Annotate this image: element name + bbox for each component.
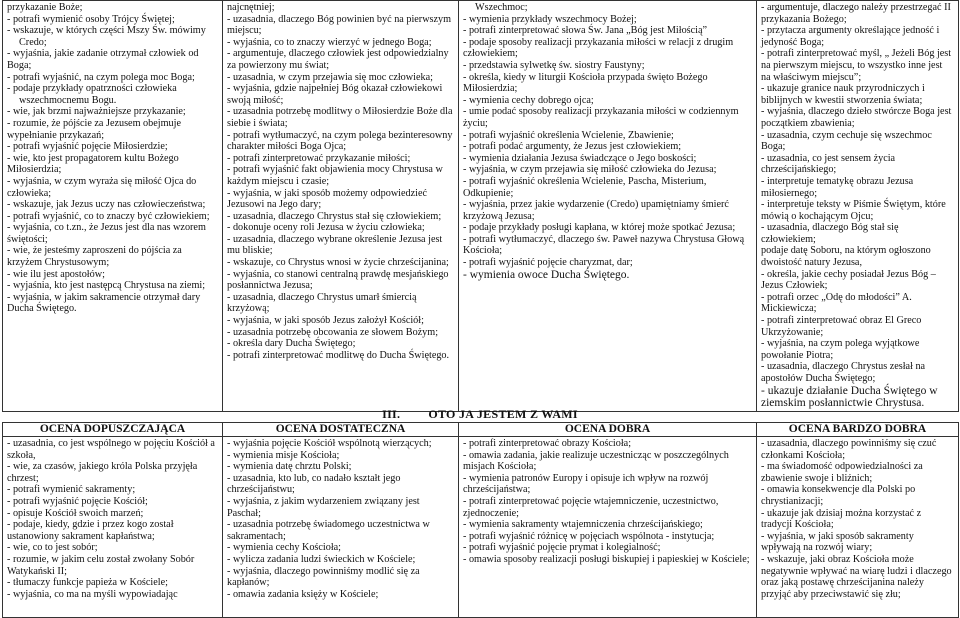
criterion-line: - wyjaśnia, kto jest następcą Chrystusa na ziemi; xyxy=(7,280,206,292)
criterion-line: - interpretuje teksty w Piśmie Świętym, które mówią o kochającym Ojcu; xyxy=(761,199,946,222)
criterion-line: - wyjaśnia, w jaki sposób Jezus założył Kościół; xyxy=(227,315,424,327)
criterion-line: - wyjaśnia, dlaczego powinniśmy modlić się za kapłanów; xyxy=(227,565,420,589)
grade-criteria-table xyxy=(2,422,959,618)
criterion-line: - ukazuje jak dzisiaj można korzystać z tradycji Kościoła; xyxy=(761,507,922,531)
criterion-line: - potrafi zinterpretować obrazy Kościoła; xyxy=(463,438,632,449)
criterion-line: - wymienia cechy Kościoła; xyxy=(227,542,342,554)
criterion-line: - wskazuje, w których części Mszy Św. mówimy xyxy=(7,25,206,37)
criterion-line: - uzasadnia, co jest wspólnego w pojęciu Kościół a szkoła, xyxy=(7,438,215,461)
criterion-line: wszechmocnemu Bogu. xyxy=(19,94,117,106)
criterion-line: - uzasadnia, w czym przejawia się moc człowieka; xyxy=(227,71,433,83)
criterion-line: - uzasadnia potrzebę świadomego uczestnictwa w sakramentach; xyxy=(227,519,430,542)
criterion-line: - podaje sposoby realizacji przykazania miłości w relacji z drugim człowiekiem; xyxy=(463,36,734,60)
grade-header-dostateczna: OCENA DOSTATECZNA xyxy=(223,423,459,437)
criterion-line: - potrafi wyjaśnić określenia Wcielenie, Pascha, Misterium, Odkupienie; xyxy=(463,175,707,199)
section-number: III. xyxy=(382,407,401,421)
criterion-line: - ukazuje działanie Ducha Świętego w ziemskim posłannictwie Chrystusa. xyxy=(761,384,938,410)
criterion-line: - wyjaśnia, z jakim wydarzeniem związany jest Paschał; xyxy=(227,495,420,519)
top-col-4 xyxy=(757,1,959,412)
criterion-line: - potrafi wyjaśnić pojęcie Miłosierdzie; xyxy=(7,141,168,153)
section-heading xyxy=(0,408,960,421)
criterion-line: - potrafi wyjaśnić różnicę w pojęciach wspólnota - instytucja; xyxy=(463,530,715,542)
criterion-line: - uzasadnia, dlaczego Bóg powinien być na pierwszym miejscu; xyxy=(227,13,452,37)
criterion-line: - określa dary Ducha Świętego; xyxy=(227,338,356,350)
section-title: OTO JA JESTEM Z WAMI xyxy=(428,407,578,421)
criterion-line: - podaje przykłady posługi kapłana, w której może spotkać Jezusa; xyxy=(463,222,736,234)
criterion-line: - wie, że jesteśmy zaproszeni do pójścia za krzyżem Chrystusowym; xyxy=(7,245,182,269)
criterion-line: - argumentuje, dlaczego człowiek jest odpowiedzialny za powierzony mu świat; xyxy=(227,48,449,71)
criterion-line: - omawia sposoby realizacji posługi biskupiej i papieskiej w Kościele; xyxy=(463,553,750,565)
criterion-line: - wyjaśnia, w jakim sakramencie otrzymał dary Ducha Świętego. xyxy=(7,291,201,315)
criterion-line: - wie, kto jest propagatorem kultu Bożego Miłosierdzia; xyxy=(7,152,179,176)
criterion-line: - tłumaczy funkcje papieża w Kościele; xyxy=(7,577,168,589)
criterion-line: - ma świadomość odpowiedzialności za zbawienie swoje i bliźnich; xyxy=(761,461,923,484)
criterion-line: - potrafi podać argumenty, że Jezus jest człowiekiem; xyxy=(463,141,682,153)
criterion-line: - potrafi zinterpretować modlitwę do Ducha Świętego. xyxy=(227,349,450,361)
grade-header-bardzo-dobra: OCENA BARDZO DOBRA xyxy=(757,423,959,437)
criterion-line: - przedstawia sylwetkę św. siostry Faustyny; xyxy=(463,59,645,71)
criterion-line: przykazanie Boże; xyxy=(7,2,83,13)
criterion-line: - wymienia patronów Europy i opisuje ich wpływ na rozwój chrześcijaństwa; xyxy=(463,472,709,496)
criterion-line: - potrafi wytłumaczyć, dlaczego św. Paweł nazywa Chrystusa Głową Kościoła; xyxy=(463,233,745,257)
criterion-line: - uzasadnia potrzebę obcowania ze słowem Bożym; xyxy=(227,326,439,338)
criterion-line: - wie, za czasów, jakiego króla Polska przyjęła chrzest; xyxy=(7,461,198,484)
bottom-col-3 xyxy=(459,437,757,618)
criterion-line: - wyjaśnia, przez jakie wydarzenie (Credo) upamiętniamy śmierć krzyżową Jezusa; xyxy=(463,199,729,222)
criterion-line: - wie ilu jest apostołów; xyxy=(7,268,105,280)
criterion-line: - podaje, kiedy, gdzie i przez kogo został ustanowiony sakrament kapłaństwa; xyxy=(7,519,174,542)
criterion-line: - wymienia datę chrztu Polski; xyxy=(227,461,352,473)
criterion-line: - uzasadnia, dlaczego Chrystus stał się człowiekiem; xyxy=(227,210,442,222)
criterion-line: - uzasadnia, dlaczego Chrystus zesłał na apostołów Ducha Świętego; xyxy=(761,361,926,384)
criterion-line: - wyjaśnia, co stanowi centralną prawdę mesjańskiego posłannictwa Jezusa; xyxy=(227,268,449,292)
criterion-line: - uzasadnia, dlaczego Bóg stał się człowiekiem; xyxy=(761,222,899,245)
criterion-line: - potrafi wyjaśnić pojęcie charyzmat, dar; xyxy=(463,257,633,269)
criterion-line: - ukazuje granice nauk przyrodniczych i biblijnych w kwestii stworzenia świata; xyxy=(761,83,925,106)
criterion-line: - podaje przykłady opatrzności człowieka xyxy=(7,83,177,95)
criterion-line: - wyjaśnia, na czym polega wyjątkowe powołanie Piotra; xyxy=(761,338,920,361)
criterion-line: - opisuje Kościół swoich marzeń; xyxy=(7,507,144,519)
top-col-3 xyxy=(459,1,757,412)
criterion-line: - wyjaśnia pojęcie Kościół wspólnotą wierzących; xyxy=(227,438,432,449)
criterion-line: - omawia zadania, jakie realizuje uczestnicząc w poszczególnych misjach Kościoła; xyxy=(463,449,729,473)
criterion-line: - potrafi wyjaśnić, co to znaczy być człowiekiem; xyxy=(7,210,210,222)
criterion-line: - określa, jakie cechy posiadał Jezus Bóg – Jezus Człowiek; xyxy=(761,268,936,292)
criterion-line: - wskazuje, co Chrystus wnosi w życie chrześcijanina; xyxy=(227,257,449,269)
criterion-line: - wymienia działania Jezusa świadczące o Jego boskości; xyxy=(463,152,697,164)
criterion-line: - potrafi zinterpretować przykazanie miłości; xyxy=(227,152,411,164)
criterion-line: - wskazuje, jaki obraz Kościoła może negatywnie wpływać na wiarę ludzi i dlaczego oraz jaką postawę chrześcijanina należy przyjąć aby przeciwstawić się złu; xyxy=(761,553,952,600)
criterion-line: - potrafi zinterpretować myśl, „ Jeżeli Bóg jest na pierwszym miejscu, to wszystko inne jest na właściwym miejscu”; xyxy=(761,48,952,83)
criterion-line: - argumentuje, dlaczego należy przestrzegać II przykazania Bożego; xyxy=(761,2,951,25)
criterion-line: - potrafi zinterpretować pojęcie wtajemniczenie, uczestnictwo, zjednoczenie; xyxy=(463,495,719,519)
criterion-line: - potrafi wymienić osoby Trójcy Świętej; xyxy=(7,13,175,25)
bottom-col-4 xyxy=(757,437,959,618)
criterion-line: najcnętniej; xyxy=(227,2,275,13)
criterion-line: - wyjaśnia, w czym przejawia się miłość człowieka do Jezusa; xyxy=(463,164,717,176)
criterion-line: - uzasadnia, dlaczego Chrystus umarł śmiercią krzyżową; xyxy=(227,291,417,315)
criterion-line: - dokonuje oceny roli Jezusa w życiu człowieka; xyxy=(227,222,425,234)
criterion-line: - potrafi zinterpretować słowa Św. Jana „Bóg jest Miłością” xyxy=(463,25,708,37)
criterion-line: - potrafi wytłumaczyć, na czym polega bezinteresowny charakter miłości Boga Ojca; xyxy=(227,129,453,153)
criterion-line: - wyjaśnia, dlaczego dzieło stwórcze Boga jest początkiem zbawienia; xyxy=(761,106,952,129)
criterion-line: - interpretuje tematykę obrazu Jezusa miłosiernego; xyxy=(761,175,914,199)
criterion-line: - rozumie, w jakim celu został zwołany Sobór Watykański II; xyxy=(7,553,195,577)
criterion-line: - potrafi orzec „Odę do młodości” A. Mickiewicza; xyxy=(761,291,912,315)
criterion-line: Wszechmoc; xyxy=(475,2,528,13)
criterion-line: - uzasadnia, dlaczego powinniśmy się czuć członkami Kościoła; xyxy=(761,438,937,461)
criterion-line: - umie podać sposoby realizacji przykazania miłości w codziennym życiu; xyxy=(463,106,739,129)
criterion-line: - wyjaśnia, co ma na myśli wypowiadając xyxy=(7,588,178,600)
criterion-line: - potrafi wyjaśnić, na czym polega moc Boga; xyxy=(7,71,195,83)
criterion-line: - potrafi wyjaśnić pojęcie Kościół; xyxy=(7,495,148,507)
grade-header-dopuszczajaca: OCENA DOPUSZCZAJĄCA xyxy=(3,423,223,437)
criterion-line: - wymienia owoce Ducha Świętego. xyxy=(463,268,630,281)
criterion-line: - wyjaśnia, w jaki sposób możemy odpowiedzieć Jezusowi na Jego dary; xyxy=(227,187,428,211)
criterion-line: Credo; xyxy=(19,36,47,48)
criterion-line: - określa, kiedy w liturgii Kościoła przypada święto Bożego Miłosierdzia; xyxy=(463,71,708,95)
grade-header-dobra: OCENA DOBRA xyxy=(459,423,757,437)
criterion-line: - wyjaśnia, gdzie najpełniej Bóg okazał człowiekowi swoją miłość; xyxy=(227,83,443,106)
criterion-line: - uzasadnia, dlaczego wybrane określenie Jezusa jest mu bliskie; xyxy=(227,233,443,257)
criterion-line: - potrafi wyjaśnić fakt objawienia mocy Chrystusa w każdym miejscu i czasie; xyxy=(227,164,443,187)
criterion-line: - potrafi wymienić sakramenty; xyxy=(7,484,136,496)
top-col-1 xyxy=(3,1,223,412)
criterion-line: - wymienia cechy dobrego ojca; xyxy=(463,94,594,106)
criterion-line: - potrafi wyjaśnić określenia Wcielenie, Zbawienie; xyxy=(463,129,674,141)
criterion-line: - uzasadnia, kto lub, co nadało kształt jego chrześcijaństwu; xyxy=(227,472,401,496)
top-col-2 xyxy=(223,1,459,412)
criterion-line: - wymienia sakramenty wtajemniczenia chrześcijańskiego; xyxy=(463,519,703,531)
criterion-line: - uzasadnia potrzebę modlitwy o Miłosierdzie Boże dla siebie i świata; xyxy=(227,106,453,129)
criterion-line: - omawia konsekwencje dla Polski po chrystianizacji; xyxy=(761,484,916,507)
criterion-line: - wyjaśnia, co t.zn., że Jezus jest dla nas wzorem świętości; xyxy=(7,222,206,245)
criterion-line: - rozumie, że pójście za Jezusem obejmuje wypełnianie przykazań; xyxy=(7,117,181,141)
criterion-line: - potrafi zinterpretować obraz El Greco Ukrzyżowanie; xyxy=(761,315,922,338)
criterion-line: - wie, co to jest sobór; xyxy=(7,542,98,554)
criterion-line: - wymienia misje Kościoła; xyxy=(227,449,340,461)
criterion-line: - wymienia przykłady wszechmocy Bożej; xyxy=(463,13,637,25)
criterion-line: - wie, jak brzmi najważniejsze przykazanie; xyxy=(7,106,186,118)
criterion-line: - przytacza argumenty określające jedność i jedyność Boga; xyxy=(761,25,940,48)
bottom-col-1 xyxy=(3,437,223,618)
criterion-line: - wyjaśnia, w czym wyraża się miłość Ojca do człowieka; xyxy=(7,175,197,199)
criterion-line: - wyjaśnia, w jaki sposób sakramenty wpływają na rozwój wiary; xyxy=(761,530,914,554)
criterion-line: - wskazuje, jak Jezus uczy nas człowieczeństwa; xyxy=(7,199,206,211)
criterion-line: - uzasadnia, co jest sensem życia chrześcijańskiego; xyxy=(761,152,896,176)
criterion-line: - omawia zadania księży w Kościele; xyxy=(227,588,379,600)
criterion-line: - wyjaśnia, co to znaczy wierzyć w jednego Boga; xyxy=(227,36,432,48)
criterion-line: - wylicza zadania ludzi świeckich w Kościele; xyxy=(227,553,416,565)
criterion-line: - potrafi wyjaśnić pojęcie prymat i kolegialność; xyxy=(463,542,661,554)
top-criteria-table xyxy=(2,0,959,412)
criterion-line: podaje datę Soboru, na którym ogłoszono dwoistość natury Jezusa, xyxy=(761,245,931,269)
criterion-line: - wyjaśnia, jakie zadanie otrzymał człowiek od Boga; xyxy=(7,48,199,71)
bottom-col-2 xyxy=(223,437,459,618)
criterion-line: - uzasadnia, czym cechuje się wszechmoc Boga; xyxy=(761,129,932,153)
